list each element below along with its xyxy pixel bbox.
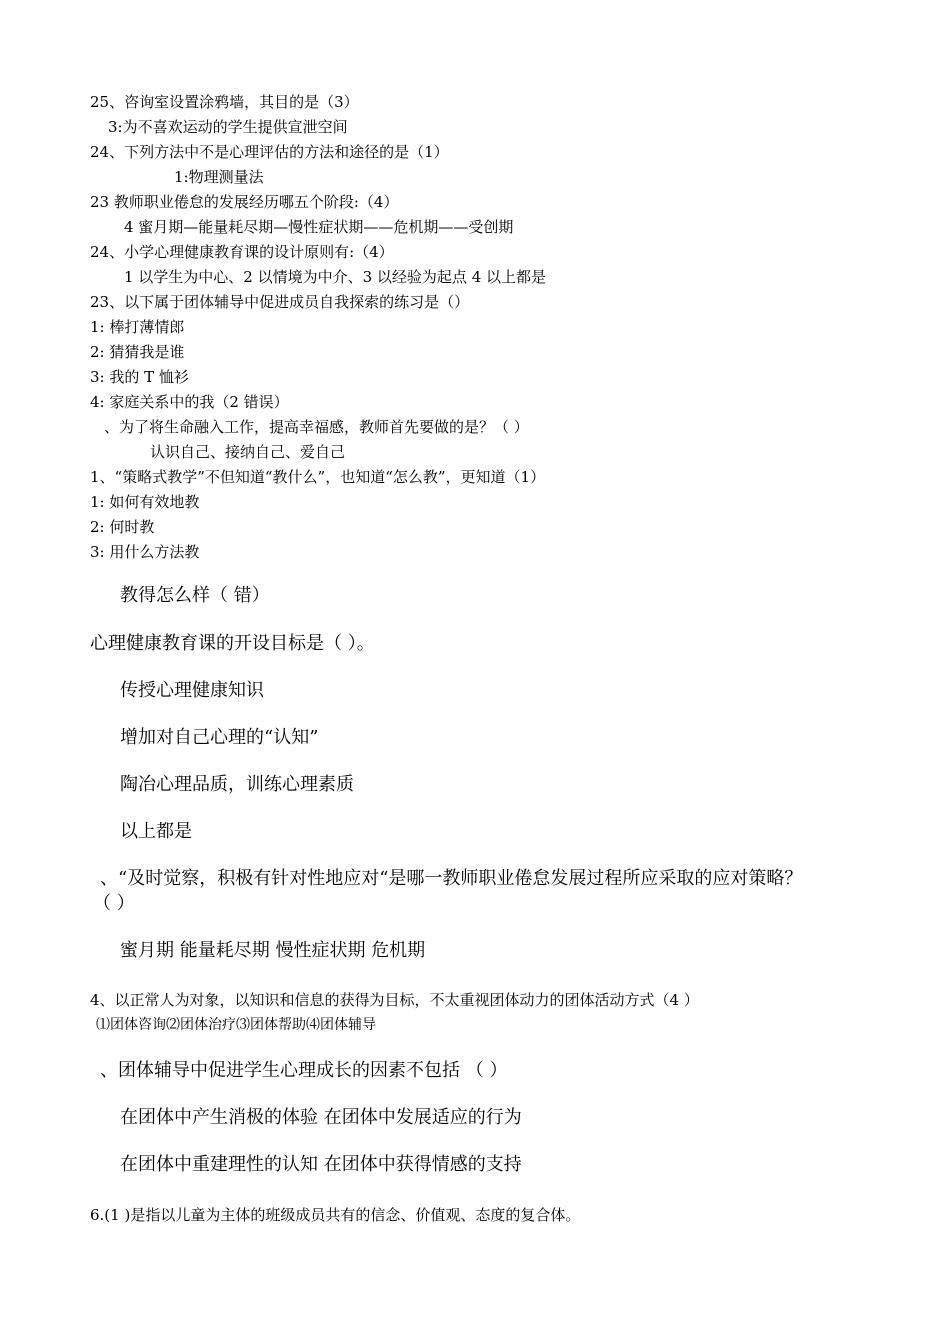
question-line: 23 教师职业倦怠的发展经历哪五个阶段:（4） [90,193,399,211]
question-line: 4、以正常人为对象，以知识和信息的获得为目标，不太重视团体动力的团体活动方式（4 ） [90,991,699,1009]
question-line: 、“及时觉察，积极有针对性地应对“是哪一教师职业倦怠发展过程所应采取的应对策略？ [100,868,803,889]
question-line: 心理健康教育课的开设目标是（ ）。 [90,633,375,654]
options-row: ⑴团体咨询⑵团体治疗⑶团体帮助⑷团体辅导 [96,1017,376,1033]
answer-line: 认识自己、接纳自己、爱自己 [150,443,346,461]
options-row: 蜜月期 能量耗尽期 慢性症状期 危机期 [120,940,426,961]
question-line: 、为了将生命融入工作，提高幸福感，教师首先要做的是？（ ） [104,418,529,436]
option-line: 传授心理健康知识 [120,680,264,701]
question-line: 1、“策略式教学”不但知道“教什么”，也知道“怎么教”，更知道（1） [90,468,546,486]
option-line: 2: 何时教 [90,518,155,536]
question-line: 24、下列方法中不是心理评估的方法和途径的是（1） [90,143,449,161]
options-row: 在团体中产生消极的体验 在团体中发展适应的行为 [120,1107,522,1128]
option-line: 2: 猜猜我是谁 [90,343,185,361]
question-line: 6.(1 )是指以儿童为主体的班级成员共有的信念、价值观、态度的复合体。 [90,1206,581,1224]
option-line: 1: 如何有效地教 [90,493,200,511]
option-line: 1: 棒打薄情郎 [90,318,185,336]
option-line: 教得怎么样（ 错） [120,585,270,606]
answer-line: 3:为不喜欢运动的学生提供宣泄空间 [108,118,348,136]
answer-line: 4 蜜月期—能量耗尽期—慢性症状期——危机期——受创期 [124,218,514,236]
option-line: 4: 家庭关系中的我（2 错误） [90,393,289,411]
question-line: 23、以下属于团体辅导中促进成员自我探索的练习是（） [90,293,470,311]
option-line: 增加对自己心理的“认知” [120,727,319,748]
option-line: 以上都是 [120,821,192,842]
question-line: （ ） [93,893,135,914]
question-line: 、团体辅导中促进学生心理成长的因素不包括 （ ） [100,1060,508,1081]
option-line: 3: 用什么方法教 [90,543,200,561]
question-line: 25、咨询室设置涂鸦墙，其目的是（3） [90,93,359,111]
answer-line: 1 以学生为中心、2 以情境为中介、3 以经验为起点 4 以上都是 [124,268,547,286]
option-line: 3: 我的 T 恤衫 [90,368,189,386]
options-row: 在团体中重建理性的认知 在团体中获得情感的支持 [120,1154,522,1175]
question-line: 24、小学心理健康教育课的设计原则有:（4） [90,243,394,261]
option-line: 陶冶心理品质，训练心理素质 [120,774,354,795]
answer-line: 1:物理测量法 [174,168,264,186]
